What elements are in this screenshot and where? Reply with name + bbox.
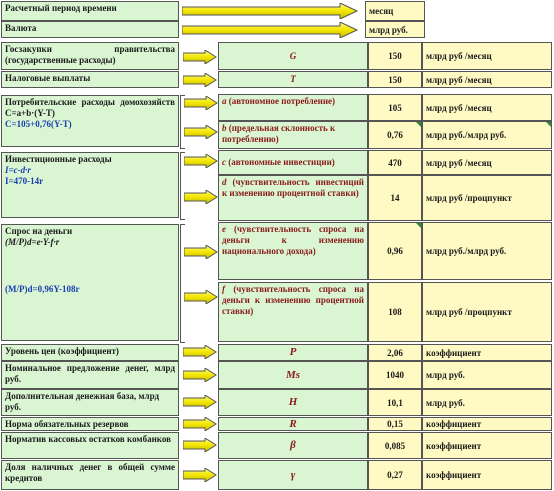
arrow-icon [184,96,218,110]
arrow-icon [183,417,217,431]
value-f: 108 [368,282,422,342]
unit-r: коэффициент [422,417,552,431]
cash-share-label: Доля наличных денег в общей сумме кредитов [1,460,179,490]
period-value: месяц [365,1,425,21]
param-d: d (чувствительность инвестиций к изменению процентной ставки) [218,175,368,221]
param-h: H [218,389,368,416]
arrow-icon [182,22,358,38]
comment-marker [416,122,421,127]
unit-c: млрд руб /месяц [422,150,552,175]
arrow-icon [184,245,218,259]
param-c: c (автономные инвестиции) [218,150,368,175]
unit-a: млрд руб /месяц [422,94,552,121]
arrow-icon [183,368,217,382]
arrow-icon [183,73,217,87]
investment-formula: I=470-14r [5,176,44,186]
arrow-icon [183,345,217,359]
unit-d: млрд руб /процпункт [422,175,552,221]
arrow-icon [183,468,217,482]
param-ms: Ms [218,361,368,389]
unit-t: млрд руб /месяц [422,71,552,88]
value-c: 470 [368,150,422,175]
unit-h: млрд руб. [422,389,552,416]
value-h: 10,1 [368,389,422,416]
money-formula-general: (M/P)d=e·Y-f·r [5,237,60,247]
period-label: Расчетный период времени [1,1,179,21]
arrow-icon [183,50,217,64]
param-f: f (чувствительность спроса на деньги к изменению процентной ставки) [218,282,368,342]
money-formula: (M/P)d=0,96Y-108r [5,284,80,294]
unit-ms: млрд руб. [422,361,552,389]
consumption-label: Потребительские расходы домохозяйств C=a+b·(Y-T) C=105+0,76(Y-T) [1,95,179,147]
arrow-icon [183,395,217,409]
value-b: 0,76 [368,121,422,149]
value-e: 0,96 [368,222,422,280]
unit-beta: коэффициент [422,432,552,459]
money-base-label: Дополнительная денежная база, млрд руб. [1,389,179,416]
param-gamma: γ [218,460,368,490]
value-a: 105 [368,94,422,121]
price-level-label: Уровень цен (коэффициент) [1,344,179,361]
param-b: b (предельная склонность к потреблению) [218,121,368,149]
param-a: a (автономное потребление) [218,94,368,121]
consumption-formula: C=105+0,76(Y-T) [5,119,72,129]
value-p: 2,06 [368,344,422,361]
reserve-ratio-label: Норма обязательных резервов [1,417,179,431]
param-beta: β [218,432,368,459]
param-r: R [218,417,368,431]
value-ms: 1040 [368,361,422,389]
currency-value: млрд руб. [365,21,425,38]
param-p: P [218,344,368,361]
investment-label: Инвестиционные расходы I=c-d·r I=470-14r [1,152,179,218]
value-g: 150 [368,42,422,70]
value-d: 14 [368,175,422,221]
comment-marker [416,223,421,228]
investment-formula-general: I=c-d·r [5,165,31,175]
unit-gamma: коэффициент [422,460,552,490]
cash-ratio-label: Норматив кассовых остатков комбанков [1,432,179,459]
param-t: T [218,71,368,88]
arrow-icon [183,438,217,452]
gov-label: Госзакупки правительства (государственные расходы) [1,42,179,70]
arrow-icon [184,290,218,304]
unit-e: млрд руб./млрд руб. [422,222,552,280]
value-gamma: 0,27 [368,460,422,490]
arrow-icon [184,190,218,204]
unit-f: млрд руб /процпункт [422,282,552,342]
unit-g: млрд руб /месяц [422,42,552,70]
arrow-icon [184,125,218,139]
value-r: 0,15 [368,417,422,431]
arrow-icon [182,3,358,19]
currency-label: Валюта [1,21,179,38]
param-e: e (чувствительность спроса на деньги к изменению национального дохода) [218,222,368,280]
value-t: 150 [368,71,422,88]
unit-b: млрд руб./млрд руб. [422,121,552,149]
tax-label: Налоговые выплаты [1,71,179,88]
brace [180,224,185,343]
arrow-icon [184,154,218,168]
comment-marker [546,122,551,127]
unit-p: коэффициент [422,344,552,361]
money-supply-label: Номинальное предложение денег, млрд руб. [1,361,179,389]
value-beta: 0,085 [368,432,422,459]
money-demand-label: Спрос на деньги (M/P)d=e·Y-f·r (M/P)d=0,96Y-108r [1,224,179,341]
param-g: G [218,42,368,70]
